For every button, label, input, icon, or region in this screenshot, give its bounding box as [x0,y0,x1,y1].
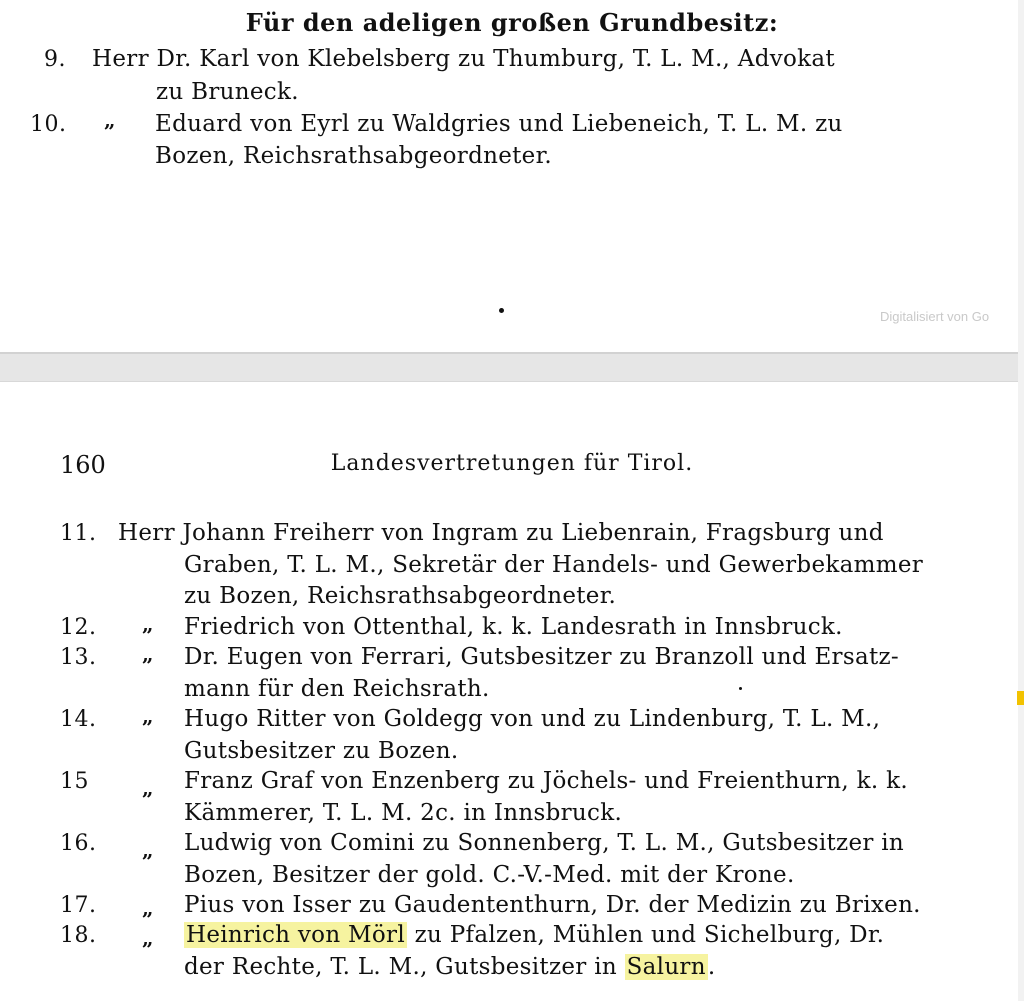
ditto-mark: „ [142,926,154,950]
entry-line: Kämmerer, T. L. M. 2c. in Innsbruck. [184,800,623,826]
ditto-mark: „ [104,108,116,132]
entry-number: 18. [60,923,97,948]
ditto-mark: „ [142,838,154,862]
ditto-mark: „ [142,704,154,728]
entry-number: 10. [30,112,67,137]
entry-line [184,922,884,948]
entry-line-end: . [707,954,716,980]
digitization-watermark: Digitalisiert von Go [880,309,990,324]
entry-line: Franz Graf von Enzenberg zu Jöchels- und Freienthurn, k. k. [184,768,908,794]
running-head: Landesvertretungen für Tirol. [330,451,694,476]
print-speck [739,687,742,690]
ditto-mark: „ [142,776,154,800]
entry-number: 12. [60,615,97,640]
entry-number: 17. [60,893,97,918]
entry-line-pre: der Rechte, T. L. M., Gutsbesitzer in [184,954,625,980]
entry-line: Herr Johann Freiherr von Ingram zu Liebenrain, Fragsburg und [118,520,884,546]
entry-line: Eduard von Eyrl zu Waldgries und Liebeneich, T. L. M. zu [155,111,843,137]
scroll-position-marker [1017,691,1024,705]
entry-line: Herr Dr. Karl von Klebelsberg zu Thumburg, T. L. M., Advokat [92,46,835,72]
entry-line: zu Bruneck. [156,79,299,105]
entry-number: 15 [60,769,89,794]
entry-line-rest: zu Pfalzen, Mühlen und Sichelburg, Dr. [407,922,885,948]
page-divider [0,352,1018,382]
entry-line: mann für den Reichsrath. [184,676,490,702]
section-heading: Für den adeligen großen Grundbesitz: [245,8,779,37]
entry-line: Hugo Ritter von Goldegg von und zu Lindenburg, T. L. M., [184,706,881,732]
entry-line: Gutsbesitzer zu Bozen. [184,738,459,764]
ditto-mark: „ [142,612,154,636]
entry-line: zu Bozen, Reichsrathsabgeordneter. [184,583,617,609]
entry-number: 16. [60,831,97,856]
entry-number: 9. [44,47,66,72]
entry-line: Dr. Eugen von Ferrari, Gutsbesitzer zu Branzoll und Ersatz- [184,644,899,670]
entry-line: Bozen, Reichsrathsabgeordneter. [155,143,552,169]
page-number: 160 [60,451,106,479]
upper-page-region [0,0,1024,352]
entry-line: Ludwig von Comini zu Sonnenberg, T. L. M., Gutsbesitzer in [184,830,905,856]
entry-line: Pius von Isser zu Gaudententhurn, Dr. der Medizin zu Brixen. [184,892,921,918]
scroll-edge [1018,0,1024,1001]
highlighted-place: Salurn [626,954,706,980]
entry-line: Graben, T. L. M., Sekretär der Handels- und Gewerbekammer [184,552,924,578]
entry-line: Bozen, Besitzer der gold. C.-V.-Med. mit der Krone. [184,862,795,888]
ditto-mark: „ [142,896,154,920]
entry-number: 13. [60,645,97,670]
entry-number: 14. [60,707,97,732]
entry-number: 11. [60,521,97,546]
entry-line [184,954,715,980]
highlighted-name: Heinrich von Mörl [186,922,406,948]
entry-line: Friedrich von Ottenthal, k. k. Landesrath in Innsbruck. [184,614,843,640]
ditto-mark: „ [142,642,154,666]
print-speck [499,308,504,313]
